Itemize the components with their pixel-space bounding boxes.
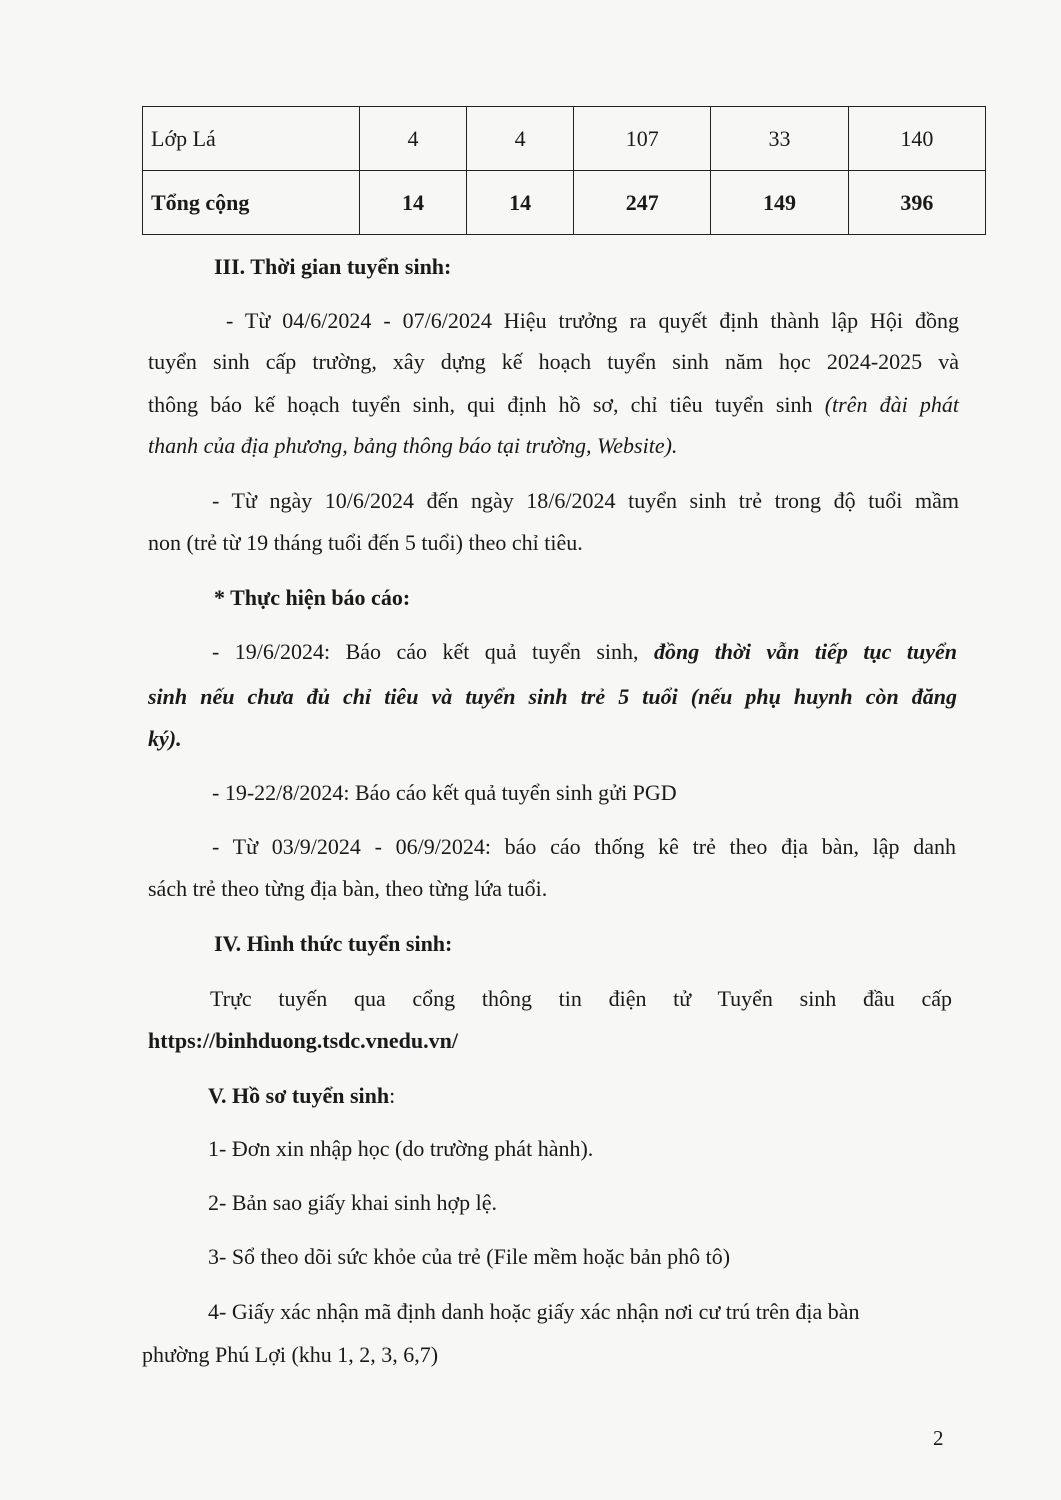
paragraph-line: - Từ 04/6/2024 - 07/6/2024 Hiệu trưởng ra quyết định thành lập Hội đồng xyxy=(226,308,959,333)
paragraph-line: tuyển sinh cấp trường, xây dựng kế hoạch tuyển sinh năm học 2024-2025 và xyxy=(148,349,959,374)
table-cell: Tổng cộng xyxy=(143,171,360,235)
list-item: 1- Đơn xin nhập học (do trường phát hành). xyxy=(208,1136,594,1161)
table-cell: Lớp Lá xyxy=(143,107,360,171)
table-cell: 33 xyxy=(711,107,848,171)
paragraph-line: - Từ 03/9/2024 - 06/9/2024: báo cáo thống kê trẻ theo địa bàn, lập danh xyxy=(212,834,956,859)
paragraph-line xyxy=(148,394,959,416)
text-span-italic: (trên đài phát xyxy=(824,392,959,417)
page-number: 2 xyxy=(933,1426,944,1450)
paragraph-line: non (trẻ từ 19 tháng tuổi đến 5 tuổi) theo chỉ tiêu. xyxy=(148,530,583,555)
table-cell: 396 xyxy=(848,171,985,235)
list-item: 4- Giấy xác nhận mã định danh hoặc giấy xác nhận nơi cư trú trên địa bàn xyxy=(208,1299,860,1324)
table-cell: 4 xyxy=(467,107,574,171)
list-item-continuation: phường Phú Lợi (khu 1, 2, 3, 6,7) xyxy=(142,1342,439,1367)
list-item: 2- Bản sao giấy khai sinh hợp lệ. xyxy=(208,1190,498,1215)
table-cell: 247 xyxy=(574,171,711,235)
enrollment-table xyxy=(142,106,986,235)
paragraph-line: thanh của địa phương, bảng thông báo tại trường, Website). xyxy=(148,433,678,458)
section5-heading xyxy=(208,1085,395,1107)
table-cell: 14 xyxy=(467,171,574,235)
paragraph-line xyxy=(212,641,957,663)
table-row-total xyxy=(143,171,986,235)
table-cell: 4 xyxy=(360,107,467,171)
section4-heading: IV. Hình thức tuyển sinh: xyxy=(214,931,453,956)
text-span-bold: V. Hồ sơ tuyển sinh xyxy=(208,1083,390,1108)
text-span-bold-italic: đồng thời vẫn tiếp tục tuyển xyxy=(654,639,958,664)
section3-heading: III. Thời gian tuyển sinh: xyxy=(214,254,452,279)
paragraph-line: Trực tuyến qua cổng thông tin điện tử Tuyển sinh đầu cấp xyxy=(210,986,952,1011)
list-item: 3- Sổ theo dõi sức khỏe của trẻ (File mềm hoặc bản phô tô) xyxy=(208,1244,731,1269)
paragraph-line: - Từ ngày 10/6/2024 đến ngày 18/6/2024 tuyển sinh trẻ trong độ tuổi mầm xyxy=(212,488,959,513)
report-heading: * Thực hiện báo cáo: xyxy=(214,585,411,610)
paragraph-line: ký). xyxy=(148,726,182,751)
text-span: thông báo kế hoạch tuyển sinh, qui định hồ sơ, chỉ tiêu tuyển sinh xyxy=(148,392,825,417)
text-span: - 19/6/2024: Báo cáo kết quả tuyển sinh, xyxy=(212,639,654,664)
table-row xyxy=(143,107,986,171)
table-cell: 14 xyxy=(360,171,467,235)
table-cell: 140 xyxy=(848,107,985,171)
table-cell: 149 xyxy=(711,171,848,235)
enrollment-url: https://binhduong.tsdc.vnedu.vn/ xyxy=(148,1028,458,1053)
table-cell: 107 xyxy=(574,107,711,171)
text-span: : xyxy=(389,1083,396,1108)
paragraph-line: sinh nếu chưa đủ chỉ tiêu và tuyển sinh trẻ 5 tuổi (nếu phụ huynh còn đăng xyxy=(148,684,957,709)
paragraph-line: - 19-22/8/2024: Báo cáo kết quả tuyển sinh gửi PGD xyxy=(212,780,677,805)
paragraph-line: sách trẻ theo từng địa bàn, theo từng lứa tuổi. xyxy=(148,876,548,901)
